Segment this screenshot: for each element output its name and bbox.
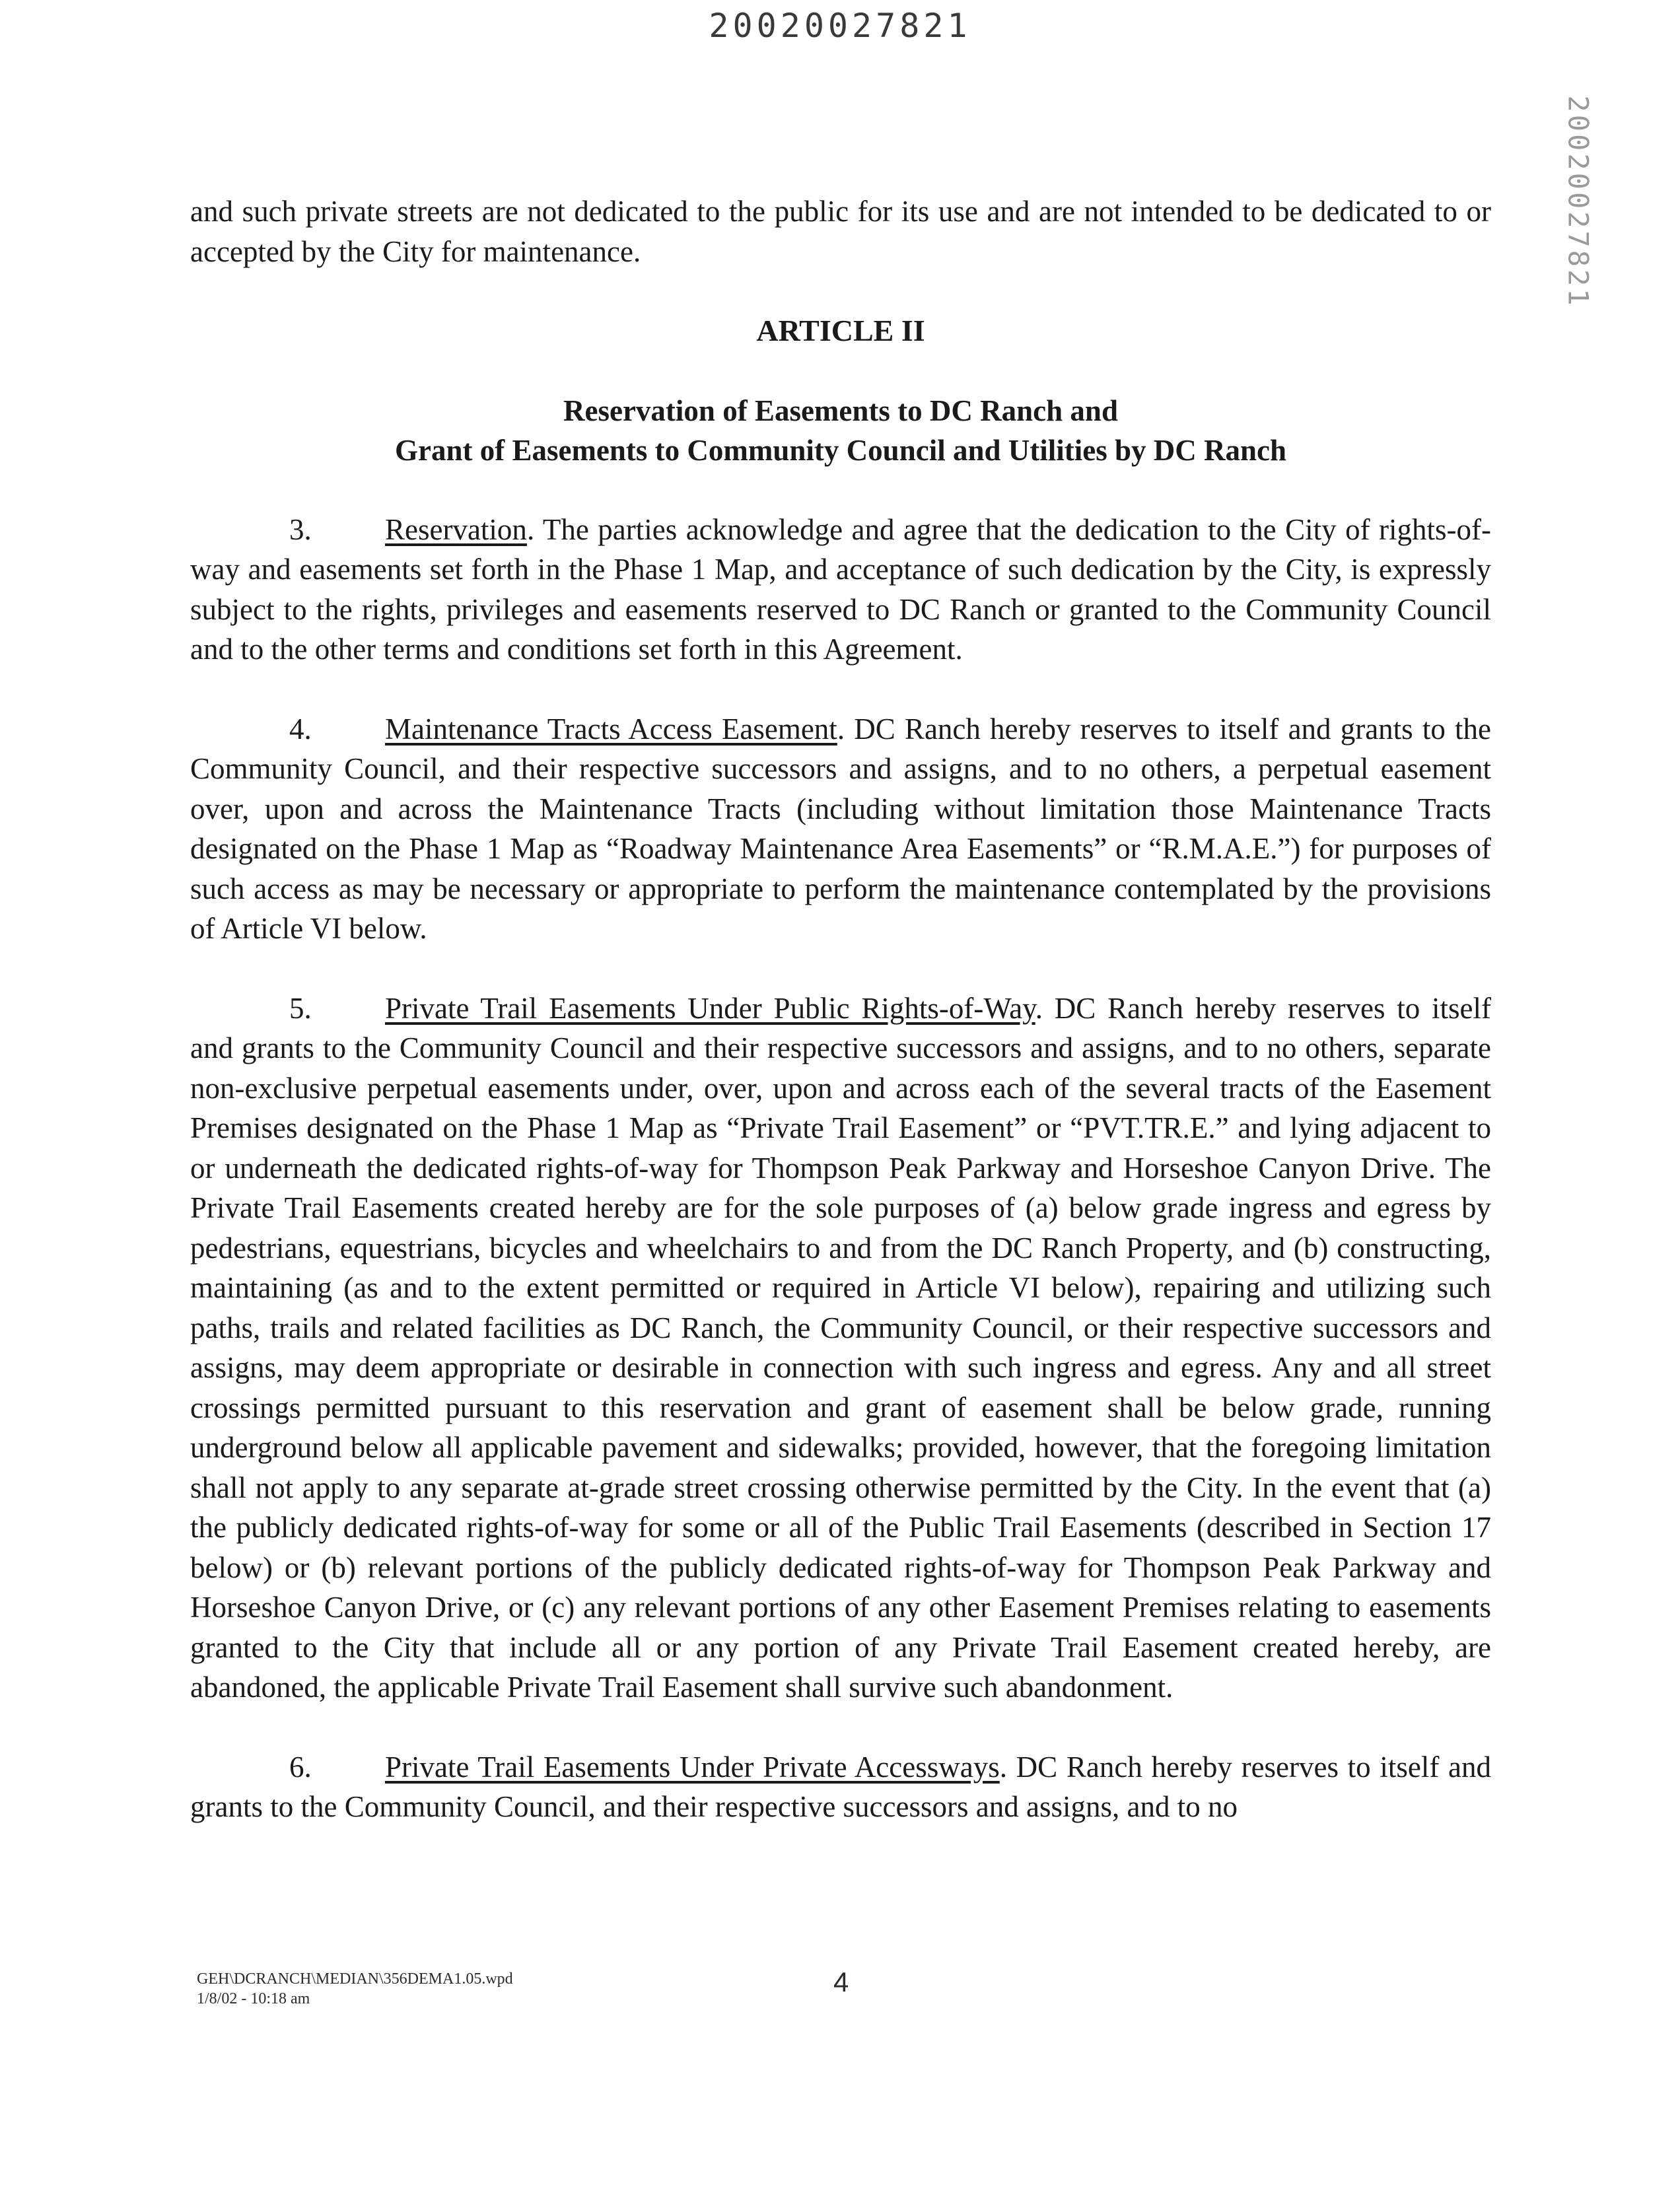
article-subtitle xyxy=(190,391,1491,470)
section-5-number: 5. xyxy=(289,991,312,1025)
article-title: ARTICLE II xyxy=(756,314,925,347)
section-6-text: . DC Ranch hereby reserves to itself and grants to the Community Council, and their respective successors and assigns, and to no xyxy=(190,1750,1491,1823)
article-subtitle-line-2: Grant of Easements to Community Council and Utilities by DC Ranch xyxy=(394,433,1287,467)
section-4-text: . DC Ranch hereby reserves to itself and grants to the Community Council, and their respective successors and assigns, and to no others, a perpetual easement over, upon and across the Maintenance Tracts (including without limitation those Maintenance Tracts designated on the Phase 1 Map as “Roadway Maintenance Area Easements” or “R.M.A.E.”) for purposes of such access as may be necessary or appropriate to perform the maintenance contemplated by the provisions of Article VI below. xyxy=(190,712,1491,945)
section-6-number: 6. xyxy=(289,1750,312,1784)
footer-file-info xyxy=(197,1969,513,2009)
intro-paragraph: and such private streets are not dedicated to the public for its use and are not intended to be dedicated to or accepted by the City for maintenance. xyxy=(190,195,1491,268)
side-stamp xyxy=(1552,96,1605,307)
section-4-paragraph xyxy=(190,709,1491,949)
section-5-heading: Private Trail Easements Under Public Rights-of-Way xyxy=(385,991,1035,1025)
section-3-text: . The parties acknowledge and agree that the dedication to the City of rights-of-way and easements set forth in the Phase 1 Map, and acceptance of such dedication by the City, is expressly subject to the rights, privileges and easements reserved to DC Ranch or granted to the Community Council and to the other terms and conditions set forth in this Agreement. xyxy=(190,512,1491,666)
side-stamp-text: 20020027821 xyxy=(1562,94,1595,308)
section-5-text: . DC Ranch hereby reserves to itself and grants to the Community Council and their respective successors and assigns, and to no others, separate non-exclusive perpetual easements under, over, upon and across each of the several tracts of the Easement Premises designated on the Phase 1 Map as “Private Trail Easement” or “PVT.TR.E.” and lying adjacent to or underneath the dedicated rights-of-way for Thompson Peak Parkway and Horseshoe Canyon Drive. The Private Trail Easements created hereby are for the sole purposes of (a) below grade ingress and egress by pedestrians, equestrians, bicycles and wheelchairs to and from the DC Ranch Property, and (b) constructing, maintaining (as and to the extent permitted or required in Article VI below), repairing and utilizing such paths, trails and related facilities as DC Ranch, the Community Council, or their respective successors and assigns, may deem appropriate or desirable in connection with such ingress and egress. Any and all street crossings permitted pursuant to this reservation and grant of easement shall be below grade, running underground below all applicable pavement and sidewalks; provided, however, that the foregoing limitation shall not apply to any separate at-grade street crossing otherwise permitted by the City. In the event that (a) the publicly dedicated rights-of-way for some or all of the Public Trail Easements (described in Section 17 below) or (b) relevant portions of the publicly dedicated rights-of-way for Thompson Peak Parkway and Horseshoe Canyon Drive, or (c) any relevant portions of any other Easement Premises relating to easements granted to the City that include all or any portion of any Private Trail Easement created hereby, are abandoned, the applicable Private Trail Easement shall survive such abandonment. xyxy=(190,991,1491,1704)
page-number: 4 xyxy=(833,1966,849,1997)
section-3-paragraph xyxy=(190,510,1491,670)
section-3-heading: Reservation xyxy=(385,512,527,546)
section-6-heading: Private Trail Easements Under Private Accessways xyxy=(385,1750,1000,1784)
section-3-number: 3. xyxy=(289,512,312,546)
document-body xyxy=(190,191,1491,1827)
article-subtitle-line-1: Reservation of Easements to DC Ranch and xyxy=(563,394,1118,427)
section-5-paragraph xyxy=(190,989,1491,1708)
document-number: 20020027821 xyxy=(709,7,971,45)
section-4-number: 4. xyxy=(289,712,312,746)
section-4-heading: Maintenance Tracts Access Easement xyxy=(385,712,837,746)
footer-file-path: GEH\DCRANCH\MEDIAN\356DEMA1.05.wpd xyxy=(197,1970,513,1988)
footer-timestamp: 1/8/02 - 10:18 am xyxy=(197,1990,310,2007)
section-6-paragraph xyxy=(190,1747,1491,1827)
